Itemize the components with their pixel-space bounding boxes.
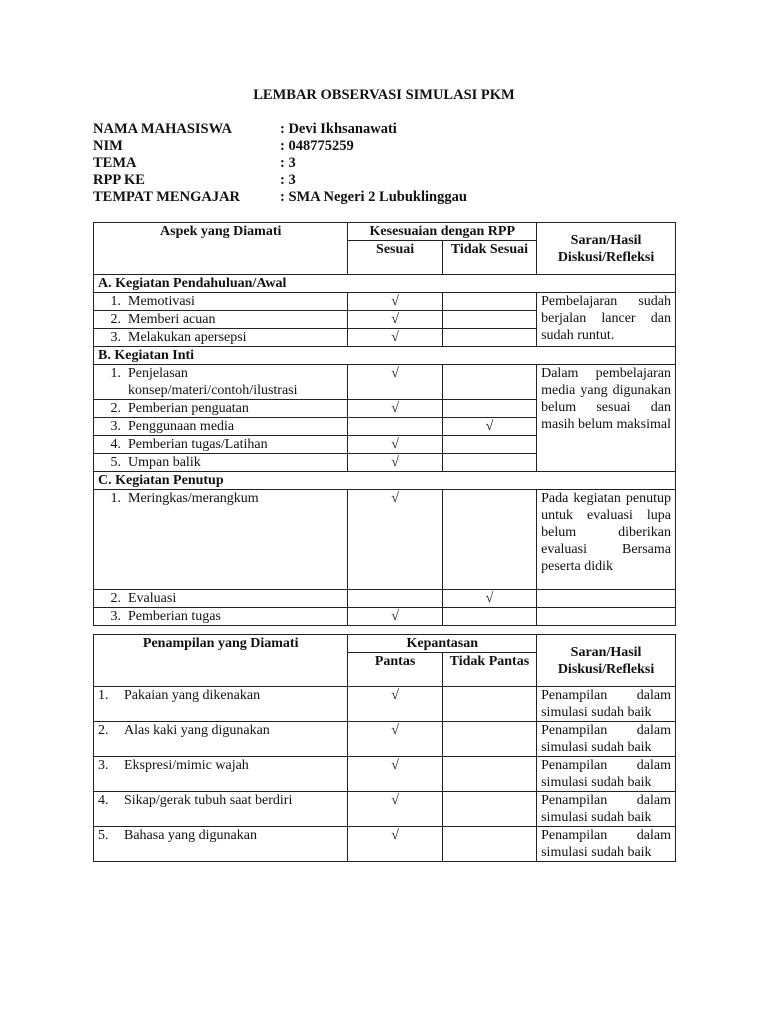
check-tidak-sesuai — [442, 311, 536, 329]
check-sesuai: √ — [348, 490, 442, 590]
performance-item: 4. Sikap/gerak tubuh saat berdiri — [94, 792, 348, 827]
performance-item: 3. Ekspresi/mimic wajah — [94, 757, 348, 792]
aspect-item: 4. Pemberian tugas/Latihan — [94, 436, 348, 454]
header-sesuai: Sesuai — [348, 241, 442, 275]
header-aspect: Penampilan yang Diamati — [94, 635, 348, 687]
info-label: TEMA — [93, 155, 137, 171]
remark-cell — [537, 590, 676, 608]
check-tidak-sesuai — [442, 293, 536, 311]
header-remarks: Saran/Hasil Diskusi/Refleksi — [537, 223, 676, 275]
info-row-rpp — [93, 172, 580, 189]
check-pantas: √ — [348, 827, 442, 862]
student-info — [93, 121, 580, 206]
remark-cell: Penampilan dalam simulasi sudah baik — [537, 757, 676, 792]
check-pantas: √ — [348, 757, 442, 792]
check-tidak-sesuai — [442, 490, 536, 590]
check-tidak-pantas — [442, 687, 536, 722]
check-tidak-sesuai — [442, 436, 536, 454]
check-pantas: √ — [348, 722, 442, 757]
aspect-item: 1. Penjelasan konsep/materi/contoh/ilustrasi — [94, 365, 348, 400]
info-row-tema — [93, 155, 580, 172]
check-tidak-sesuai — [442, 400, 536, 418]
check-tidak-sesuai: √ — [442, 418, 536, 436]
performance-item: 5. Bahasa yang digunakan — [94, 827, 348, 862]
info-value: : 3 — [280, 155, 296, 171]
aspect-item: 1. Memotivasi — [94, 293, 348, 311]
remark-cell: Pembelajaran sudah berjalan lancer dan sudah runtut. — [537, 293, 676, 347]
header-tidak-sesuai: Tidak Sesuai — [442, 241, 536, 275]
aspect-item: 3. Penggunaan media — [94, 418, 348, 436]
performance-item: 1. Pakaian yang dikenakan — [94, 687, 348, 722]
check-pantas: √ — [348, 687, 442, 722]
header-remarks: Saran/Hasil Diskusi/Refleksi — [537, 635, 676, 687]
info-label: TEMPAT MENGAJAR — [93, 189, 241, 205]
document-title: LEMBAR OBSERVASI SIMULASI PKM — [253, 87, 515, 103]
section-heading: A. Kegiatan Pendahuluan/Awal — [94, 275, 676, 293]
info-label: NIM — [93, 138, 123, 154]
check-tidak-pantas — [442, 827, 536, 862]
aspect-item: 2. Memberi acuan — [94, 311, 348, 329]
remark-cell: Dalam pembelajaran media yang digunakan belum sesuai dan masih belum maksimal — [537, 365, 676, 472]
aspect-item: 1. Meringkas/merangkum — [94, 490, 348, 590]
header-tidak-pantas: Tidak Pantas — [442, 653, 536, 687]
check-sesuai: √ — [348, 365, 442, 400]
header-pantas: Pantas — [348, 653, 442, 687]
header-aspect: Aspek yang Diamati — [94, 223, 348, 275]
aspect-item: 5. Umpan balik — [94, 454, 348, 472]
aspect-item: 3. Melakukan apersepsi — [94, 329, 348, 347]
info-label: NAMA MAHASISWA — [93, 121, 232, 137]
remark-cell: Penampilan dalam simulasi sudah baik — [537, 827, 676, 862]
check-tidak-sesuai: √ — [442, 590, 536, 608]
header-kepantasan: Kepantasan — [348, 635, 537, 653]
performance-item: 2. Alas kaki yang digunakan — [94, 722, 348, 757]
check-sesuai — [348, 590, 442, 608]
check-sesuai: √ — [348, 293, 442, 311]
info-value: : 048775259 — [280, 138, 354, 154]
check-pantas: √ — [348, 792, 442, 827]
check-tidak-sesuai — [442, 329, 536, 347]
info-row-nim — [93, 138, 580, 155]
check-sesuai: √ — [348, 400, 442, 418]
check-sesuai: √ — [348, 436, 442, 454]
check-sesuai: √ — [348, 311, 442, 329]
performance-table — [93, 634, 676, 862]
check-tidak-pantas — [442, 792, 536, 827]
check-tidak-sesuai — [442, 608, 536, 626]
remark-cell — [537, 608, 676, 626]
check-sesuai: √ — [348, 454, 442, 472]
info-value: : Devi Ikhsanawati — [280, 121, 397, 137]
remark-cell: Penampilan dalam simulasi sudah baik — [537, 722, 676, 757]
info-value: : 3 — [280, 172, 296, 188]
check-tidak-sesuai — [442, 365, 536, 400]
observation-table — [93, 222, 676, 626]
section-heading: C. Kegiatan Penutup — [94, 472, 676, 490]
check-tidak-sesuai — [442, 454, 536, 472]
remark-cell: Penampilan dalam simulasi sudah baik — [537, 687, 676, 722]
check-sesuai: √ — [348, 329, 442, 347]
aspect-item: 2. Evaluasi — [94, 590, 348, 608]
aspect-item: 2. Pemberian penguatan — [94, 400, 348, 418]
remark-cell: Penampilan dalam simulasi sudah baik — [537, 792, 676, 827]
info-value: : SMA Negeri 2 Lubuklinggau — [280, 189, 467, 205]
check-sesuai: √ — [348, 608, 442, 626]
section-heading: B. Kegiatan Inti — [94, 347, 676, 365]
aspect-item: 3. Pemberian tugas — [94, 608, 348, 626]
remark-cell: Pada kegiatan penutup untuk evaluasi lupa belum diberikan evaluasi Bersama peserta didik — [537, 490, 676, 590]
check-tidak-pantas — [442, 757, 536, 792]
info-row-name — [93, 121, 580, 138]
info-row-place — [93, 189, 580, 206]
info-label: RPP KE — [93, 172, 145, 188]
header-conformity: Kesesuaian dengan RPP — [348, 223, 537, 241]
check-sesuai — [348, 418, 442, 436]
check-tidak-pantas — [442, 722, 536, 757]
